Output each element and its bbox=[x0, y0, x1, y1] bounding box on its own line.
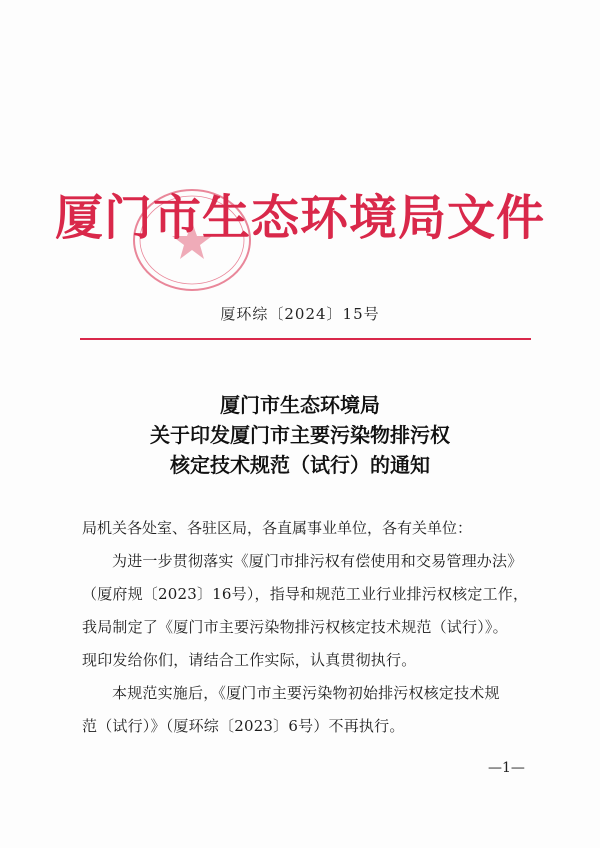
document-number: 厦环综〔2024〕15号 bbox=[220, 305, 380, 323]
paragraph-2-line-1: 本规范实施后，《厦门市主要污染物初始排污权核定技术规 bbox=[112, 684, 500, 702]
notice-body bbox=[82, 512, 542, 743]
title-line-1: 厦门市生态环境局 bbox=[220, 393, 380, 417]
red-divider-line bbox=[80, 338, 531, 340]
paragraph-1-line-3: 我局制定了《厦门市主要污染物排污权核定技术规范（试行）》。 bbox=[82, 618, 508, 636]
page-number: —1— bbox=[488, 760, 525, 776]
title-line-2: 关于印发厦门市主要污染物排污权 bbox=[150, 423, 450, 447]
paragraph-1-line-4: 现印发给你们，请结合工作实际，认真贯彻执行。 bbox=[82, 651, 417, 669]
paragraph-1-line-1: 为进一步贯彻落实《厦门市排污权有偿使用和交易管理办法》 bbox=[112, 552, 523, 570]
salutation: 局机关各处室、各驻区局，各直属事业单位，各有关单位： bbox=[82, 519, 473, 537]
notice-title bbox=[0, 390, 600, 480]
paragraph-2-line-2: 范（试行）》（厦环综〔2023〕6号）不再执行。 bbox=[82, 717, 405, 735]
title-line-3: 核定技术规范（试行）的通知 bbox=[170, 453, 430, 477]
masthead-title: 厦门市生态环境局文件 bbox=[54, 190, 545, 246]
paragraph-1-line-2: （厦府规〔2023〕16号），指导和规范工业行业排污权核定工作， bbox=[82, 585, 529, 603]
